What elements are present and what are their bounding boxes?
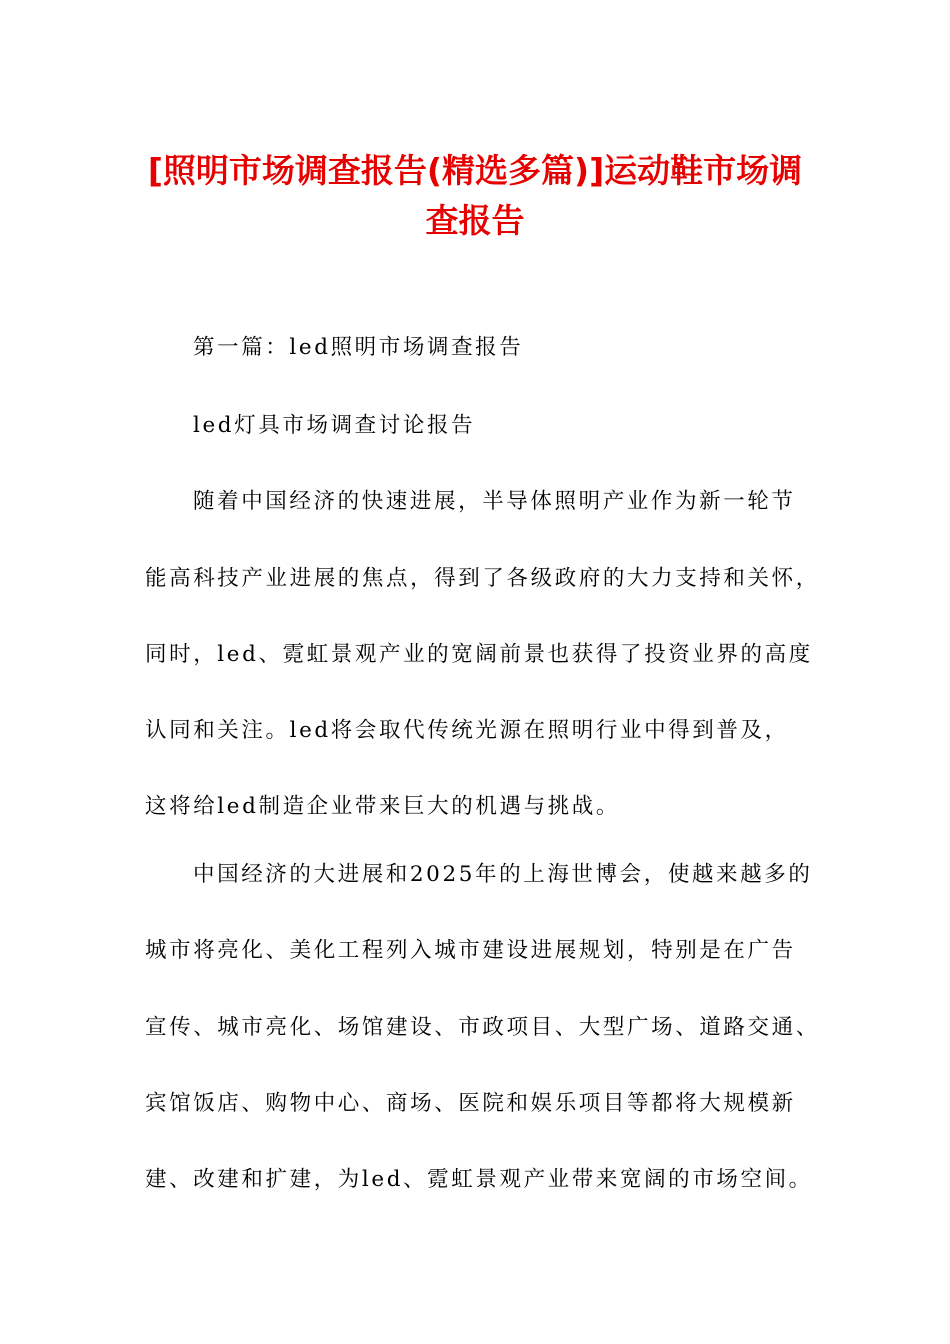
paragraph-1-line: 同时，led、霓虹景观产业的宽阔前景也获得了投资业界的高度 [145, 642, 813, 667]
document-title [130, 146, 820, 246]
paragraph-2-line: 中国经济的大进展和2025年的上海世博会，使越来越多的 [193, 862, 813, 887]
paragraph-2-line: 建、改建和扩建，为led、霓虹景观产业带来宽阔的市场空间。 [145, 1167, 813, 1192]
paragraph-1-line: 能高科技产业进展的焦点，得到了各级政府的大力支持和关怀， [145, 566, 820, 591]
paragraph-1-line: 随着中国经济的快速进展，半导体照明产业作为新一轮节 [193, 489, 796, 514]
paragraph-1-line: 认同和关注。led将会取代传统光源在照明行业中得到普及， [145, 718, 789, 743]
heading-report-subtitle: led灯具市场调查讨论报告 [193, 413, 476, 438]
paragraph-2-line: 宣传、城市亮化、场馆建设、市政项目、大型广场、道路交通、 [145, 1015, 820, 1040]
paragraph-2-line: 宾馆饭店、购物中心、商场、医院和娱乐项目等都将大规模新 [145, 1091, 796, 1116]
paragraph-1-line: 这将给led制造企业带来巨大的机遇与挑战。 [145, 794, 620, 819]
title-line-1: [照明市场调查报告(精选多篇)]运动鞋市场调 [147, 151, 803, 190]
paragraph-2-line: 城市将亮化、美化工程列入城市建设进展规划，特别是在广告 [145, 938, 796, 963]
heading-first-article: 第一篇：led照明市场调查报告 [193, 335, 524, 360]
title-line-2: 查报告 [425, 201, 525, 240]
